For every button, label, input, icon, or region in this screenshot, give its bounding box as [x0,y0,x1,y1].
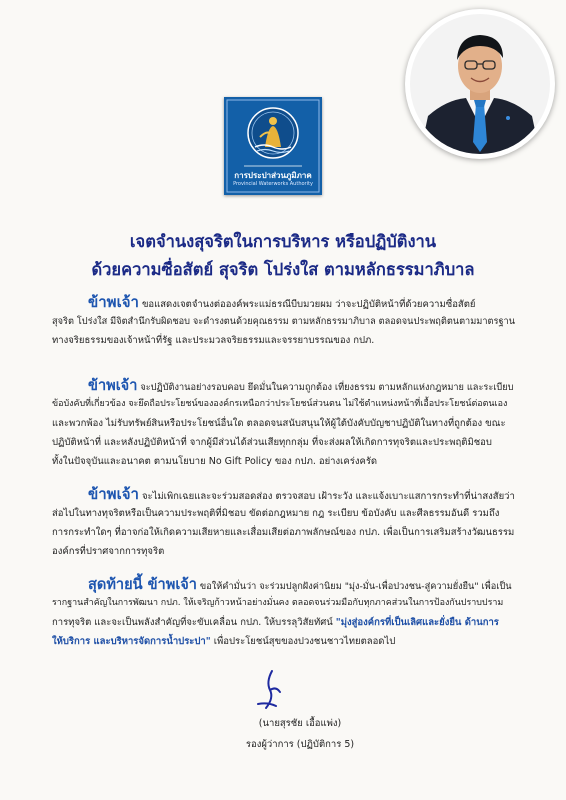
handwritten-signature [250,668,290,712]
paragraph-4 [52,575,514,651]
paragraph-2-line-2: ข้อบังคับที่เกี่ยวข้อง จะยึดถือประโยชน์ขององค์กรเหนือกว่าประโยชน์ส่วนตน ไม่ใช้ตำแหน่งหน้าที่เอื้อประโยชน์ต่อตนเอง [52,399,508,409]
paragraph-1 [52,293,514,350]
paragraph-4-line-2: รากฐานสำคัญในการพัฒนา กปภ. ให้เจริญก้าวหน้าอย่างมั่นคง ตลอดจนร่วมมือกับทุกภาคส่วนในการป้องกันปราบปราม [52,598,504,608]
logo-name-english: Provincial Waterworks Authority [233,181,313,187]
signatory-name: (นายสุรชัย เอื้อแพ่ง) [258,718,342,729]
paragraph-3-line-3: การกระทำใดๆ ที่อาจก่อให้เกิดความเสียหายและเสื่อมเสียต่อภาพลักษณ์ของ กปภ. เพื่อเป็นการเสริมสร้างวัฒนธรรม [52,527,515,538]
paragraph-4-line-4: เพื่อประโยชน์สุขของปวงชนชาวไทยตลอดไป [210,636,396,647]
page-title-line-2: ด้วยความซื่อสัตย์ สุจริต โปร่งใส ตามหลักธรรมาภิบาล [91,260,475,279]
paragraph-2 [52,376,514,471]
portrait-frame [405,9,555,159]
paragraph-2-line-3: และพวกพ้อง ไม่รับทรัพย์สินหรือประโยชน์อื่นใด ตลอดจนสนับสนุนให้ผู้ใต้บังคับบัญชาปฏิบัติในทางที่ถูกต้อง ขณะ [52,418,506,429]
paragraph-2-keyword: ข้าพเจ้า [88,377,138,394]
paragraph-3-line-2: ส่อไปในทางทุจริตหรือเป็นความประพฤติที่มิชอบ ขัดต่อกฎหมาย กฎ ระเบียบ ข้อบังคับ และศีลธรรมอันดี รวมถึง [52,508,500,519]
paragraph-1-line-1: ขอแสดงเจตจำนงต่อองค์พระแม่ธรณีบีบมวยผม ว่าจะปฏิบัติหน้าที่ด้วยความซื่อสัตย์ [141,299,476,310]
paragraph-3-keyword: ข้าพเจ้า [88,485,139,503]
signatory-position: รองผู้ว่าการ (ปฏิบัติการ 5) [245,739,355,750]
page-title-line-1: เจตจำนงสุจริตในการบริหาร หรือปฏิบัติงาน [129,232,437,251]
paragraph-3-line-1: จะไม่เพิกเฉยและจะร่วมสอดส่อง ตรวจสอบ เฝ้าระวัง และแจ้งเบาะแสการกระทำที่น่าสงสัยว่า [141,491,515,502]
paragraph-2-line-5: ทั้งในปัจจุบันและอนาคต ตามนโยบาย No Gift Policy ของ กปภ. อย่างเคร่งครัด [52,456,378,467]
paragraph-1-line-2: สุจริต โปร่งใส มีจิตสำนึกรับผิดชอบ จะดำรงตนด้วยคุณธรรม ตามหลักธรรมาภิบาล ตลอดจนประพฤติตนตามมาตรฐาน [52,316,515,327]
paragraph-3-line-4: องค์กรที่ปราศจากการทุจริต [52,546,165,557]
paragraph-4-line-3: การทุจริต และจะเป็นพลังสำคัญที่จะขับเคลื่อน กปภ. ให้บรรลุวิสัยทัศน์ [52,617,336,628]
vision-highlight-part-1: "มุ่งสู่องค์กรที่เป็นเลิศและยั่งยืน ด้านการ [335,617,499,628]
portrait-photo [410,14,550,154]
logo-name-thai: การประปาส่วนภูมิภาค [234,171,312,180]
vision-highlight-part-2: ให้บริการ และบริหารจัดการน้ำประปา" [52,636,211,647]
paragraph-4-keyword: สุดท้ายนี้ ข้าพเจ้า [88,576,197,593]
paragraph-4-line-1: ขอให้คำมั่นว่า จะร่วมปลูกฝังค่านิยม "มุ่ง-มั่น-เพื่อปวงชน-สู่ความยั่งยืน" เพื่อเป็น [199,581,512,592]
paragraph-3 [52,485,514,561]
paragraph-2-line-4: ปฏิบัติหน้าที่ และหลังปฏิบัติหน้าที่ จากผู้มีส่วนได้ส่วนเสียทุกกลุ่ม ที่จะส่งผลให้เกิดการทุจริตและประพฤติมิชอบ [52,437,492,448]
paragraph-1-keyword: ข้าพเจ้า [88,293,139,311]
pwa-logo [224,97,322,195]
paragraph-1-line-3: ทางจริยธรรมของเจ้าหน้าที่รัฐ และประมวลจริยธรรมและจรรยาบรรณของ กปภ. [52,335,375,346]
paragraph-2-line-1: จะปฏิบัติงานอย่างรอบคอบ ยึดมั่นในความถูกต้อง เที่ยงธรรม ตามหลักแห่งกฎหมาย และระเบียบ [140,382,514,393]
